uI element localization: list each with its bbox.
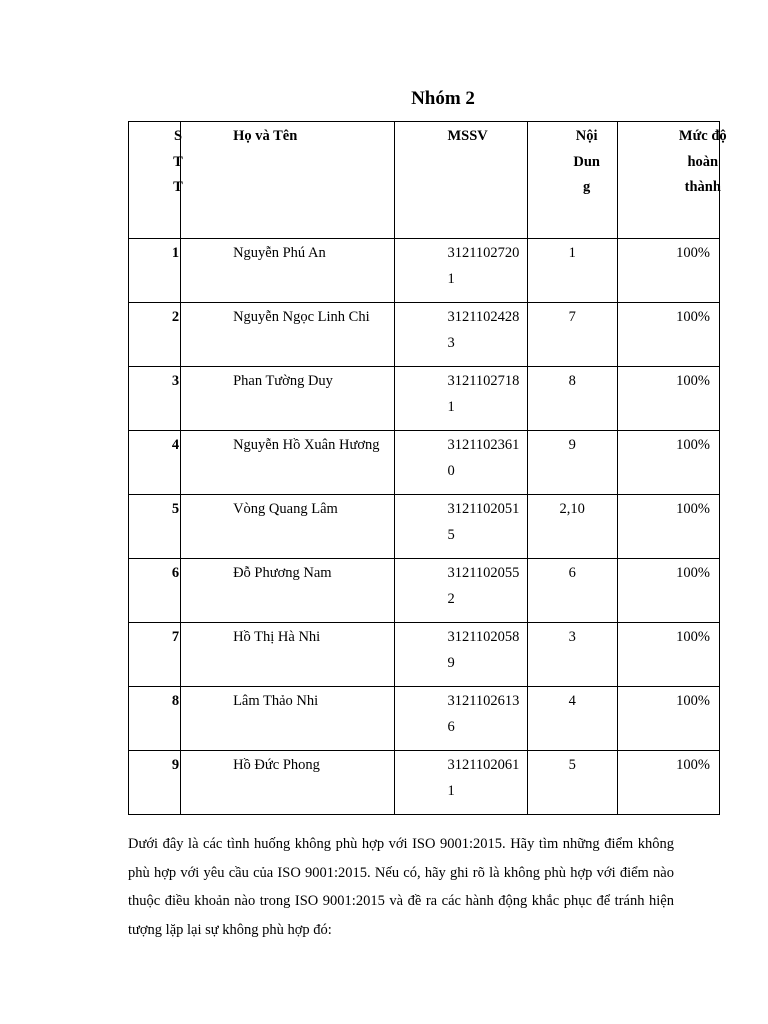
body-paragraph: Dưới đây là các tình huống không phù hợp với ISO 9001:2015. Hãy tìm những điểm không phù hợp với yêu cầu của ISO 9001:2015. Nếu có, hãy ghi rõ là không phù hợp với điểm nào thuộc điều khoản nào trong ISO 9001:2015 và đề ra các hành động khắc phục để tránh hiện tượng lặp lại sự không phù hợp đó:	[128, 836, 674, 938]
document-title: Nhóm 2	[411, 88, 475, 109]
row-noi-dung: 9	[527, 431, 617, 495]
row-muc-do: 100%	[617, 367, 719, 431]
row-stt: 2	[129, 303, 181, 367]
row-name: Nguyễn Hồ Xuân Hương	[181, 431, 395, 495]
row-mssv: 31211020589	[395, 623, 527, 687]
row-mssv: 31211024283	[395, 303, 527, 367]
row-muc-do: 100%	[617, 751, 719, 815]
row-muc-do: 100%	[617, 431, 719, 495]
row-muc-do: 100%	[617, 623, 719, 687]
row-mssv: 31211026136	[395, 687, 527, 751]
row-mssv: 31211020515	[395, 495, 527, 559]
row-name: Đỗ Phương Nam	[181, 559, 395, 623]
row-noi-dung: 8	[527, 367, 617, 431]
header-mssv: MSSV	[395, 122, 527, 239]
row-name: Vòng Quang Lâm	[181, 495, 395, 559]
row-muc-do: 100%	[617, 303, 719, 367]
table-row	[129, 303, 720, 367]
row-noi-dung: 5	[527, 751, 617, 815]
row-stt: 1	[129, 239, 181, 303]
row-stt: 7	[129, 623, 181, 687]
row-noi-dung: 1	[527, 239, 617, 303]
table-row	[129, 559, 720, 623]
row-muc-do: 100%	[617, 239, 719, 303]
header-stt: STT	[129, 122, 181, 239]
row-noi-dung: 2,10	[527, 495, 617, 559]
row-name: Lâm Thảo Nhi	[181, 687, 395, 751]
row-noi-dung: 4	[527, 687, 617, 751]
row-mssv: 31211027181	[395, 367, 527, 431]
row-noi-dung: 3	[527, 623, 617, 687]
table-row	[129, 623, 720, 687]
row-mssv: 31211023610	[395, 431, 527, 495]
table-row	[129, 687, 720, 751]
table-header-row	[129, 122, 720, 239]
row-noi-dung: 7	[527, 303, 617, 367]
table-row	[129, 367, 720, 431]
row-name: Nguyễn Phú An	[181, 239, 395, 303]
row-stt: 8	[129, 687, 181, 751]
row-stt: 9	[129, 751, 181, 815]
row-muc-do: 100%	[617, 495, 719, 559]
member-table	[128, 121, 727, 815]
row-mssv: 31211020552	[395, 559, 527, 623]
header-name: Họ và Tên	[181, 122, 395, 239]
row-stt: 3	[129, 367, 181, 431]
table-row	[129, 495, 720, 559]
table-row	[129, 751, 720, 815]
row-noi-dung: 6	[527, 559, 617, 623]
header-muc-do: Mức độ hoàn thành	[617, 122, 719, 239]
row-name: Phan Tường Duy	[181, 367, 395, 431]
table-row	[129, 239, 720, 303]
row-muc-do: 100%	[617, 559, 719, 623]
row-muc-do: 100%	[617, 687, 719, 751]
row-name: Hồ Thị Hà Nhi	[181, 623, 395, 687]
row-stt: 6	[129, 559, 181, 623]
row-mssv: 31211020611	[395, 751, 527, 815]
row-stt: 5	[129, 495, 181, 559]
row-mssv: 31211027201	[395, 239, 527, 303]
table-row	[129, 431, 720, 495]
header-noi-dung: Nội Dung	[527, 122, 617, 239]
row-name: Hồ Đức Phong	[181, 751, 395, 815]
row-stt: 4	[129, 431, 181, 495]
row-name: Nguyễn Ngọc Linh Chi	[181, 303, 395, 367]
